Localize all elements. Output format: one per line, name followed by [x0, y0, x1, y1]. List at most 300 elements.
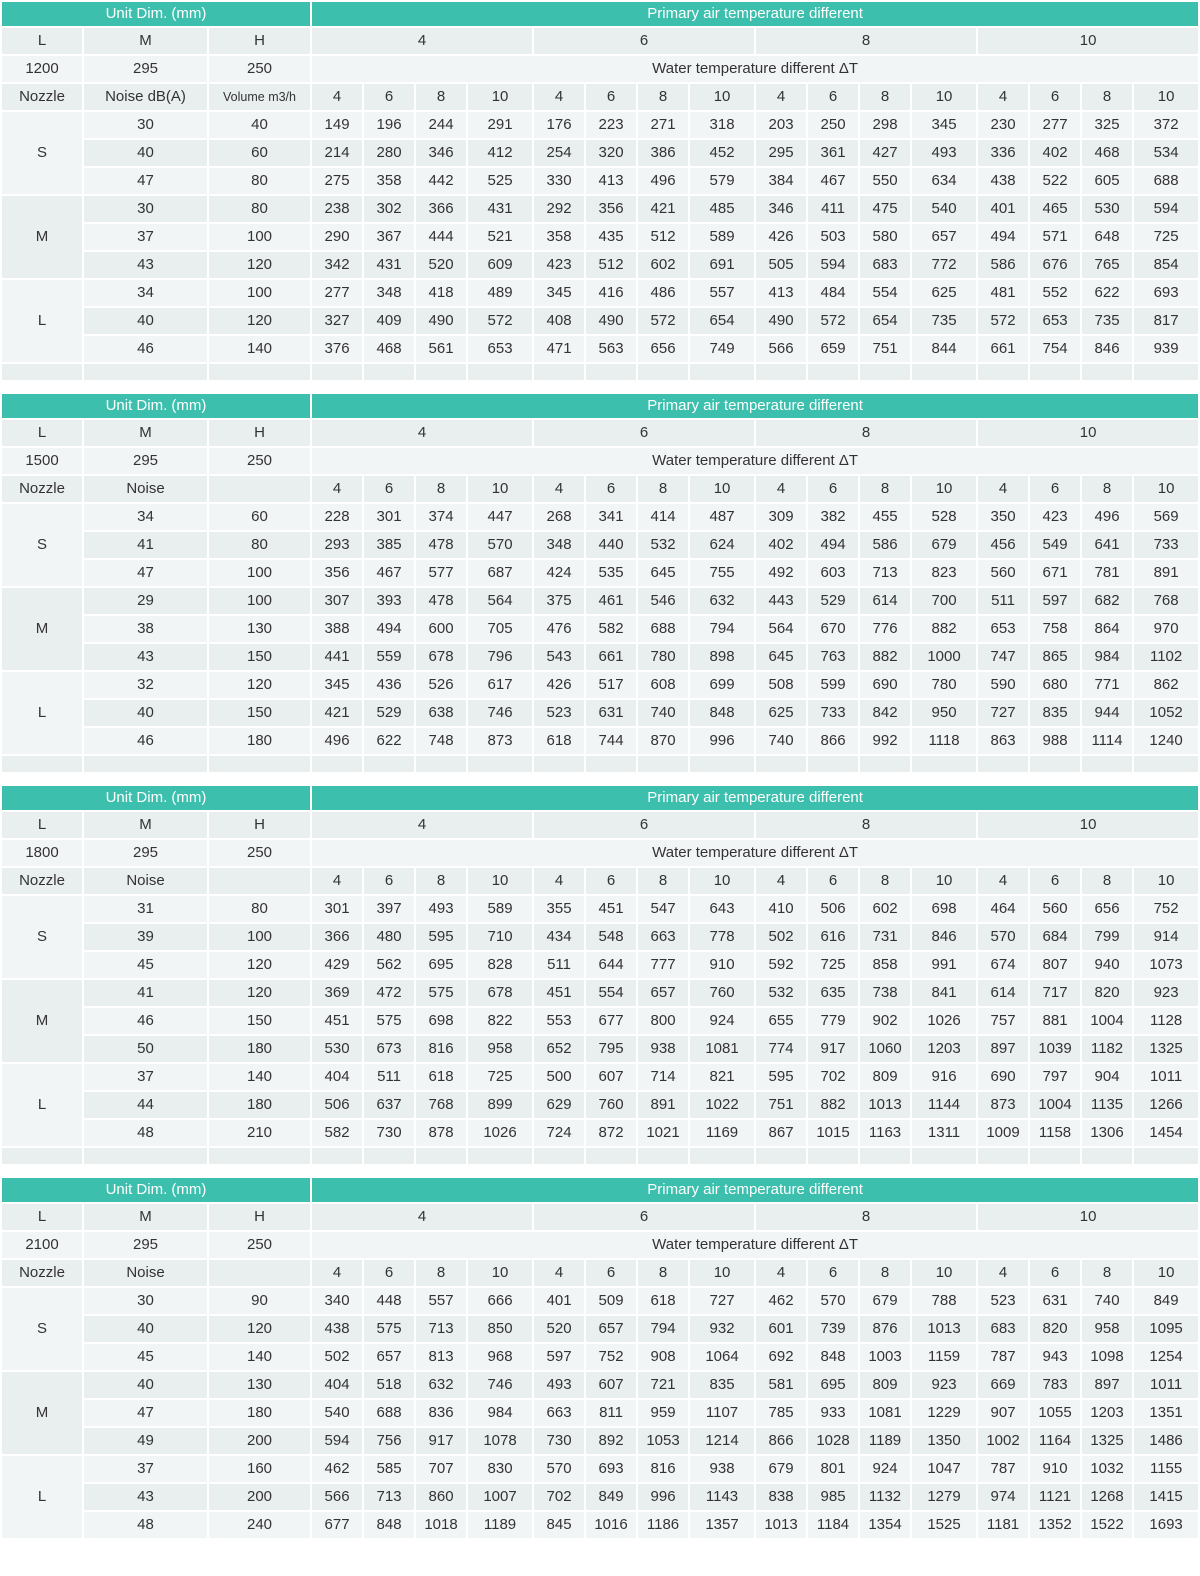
capacity-value-cell: 846	[1081, 335, 1133, 363]
spacer-cell	[311, 755, 363, 773]
capacity-value-cell: 440	[585, 531, 637, 559]
water-temp-value-label: 4	[533, 1259, 585, 1287]
capacity-value-cell: 502	[755, 923, 807, 951]
noise-cell: 43	[83, 643, 208, 671]
volume-cell: 180	[208, 1399, 311, 1427]
capacity-value-cell: 384	[755, 167, 807, 195]
water-temp-value-label: 4	[977, 1259, 1029, 1287]
spacer-cell	[637, 1147, 689, 1165]
volume-cell: 180	[208, 1035, 311, 1063]
volume-cell: 120	[208, 671, 311, 699]
noise-cell: 50	[83, 1035, 208, 1063]
capacity-value-cell: 572	[977, 307, 1029, 335]
capacity-value-cell: 431	[363, 251, 415, 279]
capacity-value-cell: 860	[415, 1483, 467, 1511]
capacity-value-cell: 468	[1081, 139, 1133, 167]
capacity-value-cell: 891	[1133, 559, 1199, 587]
dim-value: 250	[208, 55, 311, 83]
capacity-value-cell: 487	[689, 503, 755, 531]
capacity-value-cell: 702	[807, 1063, 859, 1091]
capacity-value-cell: 733	[1133, 531, 1199, 559]
noise-cell: 43	[83, 251, 208, 279]
capacity-value-cell: 512	[637, 223, 689, 251]
capacity-value-cell: 801	[807, 1455, 859, 1483]
noise-cell: 47	[83, 1399, 208, 1427]
capacity-value-cell: 489	[467, 279, 533, 307]
capacity-value-cell: 586	[977, 251, 1029, 279]
capacity-value-cell: 674	[977, 951, 1029, 979]
capacity-value-cell: 480	[363, 923, 415, 951]
capacity-value-cell: 653	[1029, 307, 1081, 335]
capacity-value-cell: 496	[311, 727, 363, 755]
capacity-value-cell: 397	[363, 895, 415, 923]
capacity-value-cell: 605	[1081, 167, 1133, 195]
capacity-value-cell: 408	[533, 307, 585, 335]
capacity-value-cell: 1135	[1081, 1091, 1133, 1119]
capacity-value-cell: 301	[363, 503, 415, 531]
capacity-value-cell: 409	[363, 307, 415, 335]
dim-col-label: L	[1, 1203, 83, 1231]
water-temp-value-label: 10	[689, 867, 755, 895]
capacity-value-cell: 320	[585, 139, 637, 167]
capacity-value-cell: 581	[755, 1371, 807, 1399]
capacity-value-cell: 1350	[911, 1427, 977, 1455]
dim-value: 295	[83, 55, 208, 83]
capacity-value-cell: 490	[415, 307, 467, 335]
volume-cell: 160	[208, 1455, 311, 1483]
capacity-value-cell: 346	[415, 139, 467, 167]
capacity-value-cell: 1143	[689, 1483, 755, 1511]
noise-cell: 43	[83, 1483, 208, 1511]
dim-value: 295	[83, 447, 208, 475]
capacity-value-cell: 438	[977, 167, 1029, 195]
capacity-value-cell: 402	[755, 531, 807, 559]
noise-cell: 37	[83, 1063, 208, 1091]
spacer-cell	[533, 1147, 585, 1165]
capacity-value-cell: 461	[585, 587, 637, 615]
column-header-row	[1, 867, 1199, 895]
capacity-value-cell: 799	[1081, 923, 1133, 951]
volume-cell: 140	[208, 1343, 311, 1371]
capacity-value-cell: 452	[689, 139, 755, 167]
capacity-value-cell: 438	[311, 1315, 363, 1343]
noise-cell: 37	[83, 1455, 208, 1483]
capacity-value-cell: 772	[911, 251, 977, 279]
capacity-value-cell: 1486	[1133, 1427, 1199, 1455]
volume-cell: 130	[208, 1371, 311, 1399]
capacity-value-cell: 713	[415, 1315, 467, 1343]
capacity-value-cell: 688	[637, 615, 689, 643]
capacity-value-cell: 771	[1081, 671, 1133, 699]
nozzle-group-label: M	[1, 587, 83, 671]
capacity-value-cell: 277	[1029, 111, 1081, 139]
capacity-value-cell: 787	[977, 1455, 1029, 1483]
data-row	[1, 587, 1199, 615]
water-temp-value-label: 10	[1133, 475, 1199, 503]
data-row	[1, 1287, 1199, 1315]
volume-cell: 180	[208, 1091, 311, 1119]
water-temp-value-label: 4	[533, 867, 585, 895]
capacity-value-cell: 346	[755, 195, 807, 223]
capacity-value-cell: 307	[311, 587, 363, 615]
capacity-value-cell: 268	[533, 503, 585, 531]
capacity-value-cell: 444	[415, 223, 467, 251]
capacity-value-cell: 511	[533, 951, 585, 979]
capacity-value-cell: 1311	[911, 1119, 977, 1147]
capacity-value-cell: 700	[911, 587, 977, 615]
capacity-value-cell: 944	[1081, 699, 1133, 727]
capacity-value-cell: 423	[533, 251, 585, 279]
capacity-value-cell: 410	[755, 895, 807, 923]
nozzle-group-label: L	[1, 671, 83, 755]
capacity-value-cell: 1018	[415, 1511, 467, 1539]
capacity-value-cell: 653	[467, 335, 533, 363]
water-temp-value-label: 4	[311, 867, 363, 895]
water-temp-value-label: 4	[755, 83, 807, 111]
spacer-cell	[1081, 755, 1133, 773]
dim-value-row	[1, 447, 1199, 475]
capacity-value-cell: 1181	[977, 1511, 1029, 1539]
noise-cell: 48	[83, 1511, 208, 1539]
capacity-value-cell: 228	[311, 503, 363, 531]
capacity-value-cell: 508	[755, 671, 807, 699]
noise-cell: 46	[83, 1007, 208, 1035]
capacity-value-cell: 441	[311, 643, 363, 671]
capacity-value-cell: 625	[911, 279, 977, 307]
dim-value: 250	[208, 839, 311, 867]
capacity-value-cell: 959	[637, 1399, 689, 1427]
col-header-noise: Noise	[83, 475, 208, 503]
capacity-value-cell: 423	[1029, 503, 1081, 531]
capacity-value-cell: 678	[415, 643, 467, 671]
table-header-row	[1, 1177, 1199, 1203]
spacer-cell	[533, 363, 585, 381]
capacity-value-cell: 471	[533, 335, 585, 363]
capacity-value-cell: 557	[689, 279, 755, 307]
noise-cell: 48	[83, 1119, 208, 1147]
capacity-value-cell: 683	[977, 1315, 1029, 1343]
capacity-value-cell: 490	[755, 307, 807, 335]
capacity-value-cell: 830	[467, 1455, 533, 1483]
water-temp-value-label: 4	[977, 83, 1029, 111]
dim-col-label: H	[208, 811, 311, 839]
volume-cell: 90	[208, 1287, 311, 1315]
capacity-value-cell: 1144	[911, 1091, 977, 1119]
dim-header-row	[1, 1203, 1199, 1231]
capacity-value-cell: 385	[363, 531, 415, 559]
water-temp-value-label: 10	[467, 867, 533, 895]
capacity-value-cell: 1060	[859, 1035, 911, 1063]
capacity-value-cell: 938	[637, 1035, 689, 1063]
capacity-value-cell: 992	[859, 727, 911, 755]
air-temp-group-label: 10	[977, 811, 1199, 839]
spacer-cell	[807, 363, 859, 381]
capacity-value-cell: 1132	[859, 1483, 911, 1511]
capacity-value-cell: 778	[689, 923, 755, 951]
dim-value-row	[1, 55, 1199, 83]
capacity-value-cell: 594	[807, 251, 859, 279]
capacity-value-cell: 656	[1081, 895, 1133, 923]
capacity-value-cell: 1121	[1029, 1483, 1081, 1511]
capacity-value-cell: 1004	[1081, 1007, 1133, 1035]
capacity-value-cell: 554	[859, 279, 911, 307]
data-row	[1, 1091, 1199, 1119]
capacity-value-cell: 637	[363, 1091, 415, 1119]
data-row	[1, 923, 1199, 951]
capacity-value-cell: 302	[363, 195, 415, 223]
capacity-value-cell: 752	[1133, 895, 1199, 923]
capacity-value-cell: 996	[689, 727, 755, 755]
capacity-value-cell: 938	[689, 1455, 755, 1483]
spacer-cell	[755, 1147, 807, 1165]
data-row	[1, 251, 1199, 279]
capacity-value-cell: 1186	[637, 1511, 689, 1539]
noise-cell: 45	[83, 1343, 208, 1371]
data-row	[1, 1315, 1199, 1343]
air-temp-group-label: 10	[977, 1203, 1199, 1231]
capacity-value-cell: 595	[755, 1063, 807, 1091]
noise-cell: 46	[83, 335, 208, 363]
capacity-value-cell: 1454	[1133, 1119, 1199, 1147]
capacity-value-cell: 421	[637, 195, 689, 223]
capacity-value-cell: 864	[1081, 615, 1133, 643]
capacity-value-cell: 535	[585, 559, 637, 587]
data-row	[1, 1063, 1199, 1091]
capacity-value-cell: 760	[585, 1091, 637, 1119]
capacity-value-cell: 821	[689, 1063, 755, 1091]
capacity-value-cell: 659	[807, 335, 859, 363]
water-temp-value-label: 8	[637, 83, 689, 111]
capacity-value-cell: 655	[755, 1007, 807, 1035]
capacity-value-cell: 939	[1133, 335, 1199, 363]
volume-cell: 180	[208, 727, 311, 755]
capacity-value-cell: 1011	[1133, 1371, 1199, 1399]
capacity-value-cell: 1021	[637, 1119, 689, 1147]
col-header-nozzle: Nozzle	[1, 83, 83, 111]
noise-cell: 39	[83, 923, 208, 951]
capacity-value-cell: 916	[911, 1063, 977, 1091]
capacity-value-cell: 631	[585, 699, 637, 727]
spacer-cell	[637, 363, 689, 381]
capacity-value-cell: 695	[415, 951, 467, 979]
water-temp-header: Water temperature different ΔT	[311, 447, 1199, 475]
capacity-value-cell: 564	[467, 587, 533, 615]
capacity-value-cell: 1357	[689, 1511, 755, 1539]
capacity-value-cell: 725	[807, 951, 859, 979]
primary-air-header: Primary air temperature different	[311, 785, 1199, 811]
capacity-value-cell: 456	[977, 531, 1029, 559]
spacer-cell	[363, 1147, 415, 1165]
capacity-value-cell: 388	[311, 615, 363, 643]
capacity-value-cell: 1047	[911, 1455, 977, 1483]
dim-value-row	[1, 1231, 1199, 1259]
spacer-cell	[689, 363, 755, 381]
spacer-cell	[585, 363, 637, 381]
data-row	[1, 111, 1199, 139]
capacity-value-cell: 841	[911, 979, 977, 1007]
data-row	[1, 1119, 1199, 1147]
capacity-value-cell: 521	[467, 223, 533, 251]
capacity-value-cell: 666	[467, 1287, 533, 1315]
capacity-value-cell: 355	[533, 895, 585, 923]
water-temp-value-label: 6	[585, 1259, 637, 1287]
capacity-value-cell: 1169	[689, 1119, 755, 1147]
capacity-table-1200	[0, 0, 1200, 382]
capacity-value-cell: 369	[311, 979, 363, 1007]
col-header-noise: Noise	[83, 867, 208, 895]
water-temp-value-label: 6	[1029, 867, 1081, 895]
nozzle-group-label: S	[1, 111, 83, 195]
capacity-value-cell: 448	[363, 1287, 415, 1315]
capacity-value-cell: 486	[637, 279, 689, 307]
capacity-value-cell: 512	[585, 251, 637, 279]
data-row	[1, 1007, 1199, 1035]
capacity-value-cell: 490	[585, 307, 637, 335]
capacity-value-cell: 572	[807, 307, 859, 335]
capacity-value-cell: 330	[533, 167, 585, 195]
capacity-value-cell: 1325	[1081, 1427, 1133, 1455]
capacity-value-cell: 733	[807, 699, 859, 727]
capacity-value-cell: 230	[977, 111, 1029, 139]
capacity-value-cell: 1055	[1029, 1399, 1081, 1427]
water-temp-value-label: 10	[467, 1259, 533, 1287]
capacity-value-cell: 494	[363, 615, 415, 643]
capacity-value-cell: 472	[363, 979, 415, 1007]
capacity-value-cell: 356	[311, 559, 363, 587]
capacity-value-cell: 974	[977, 1483, 1029, 1511]
capacity-value-cell: 413	[585, 167, 637, 195]
data-row	[1, 195, 1199, 223]
capacity-value-cell: 223	[585, 111, 637, 139]
capacity-value-cell: 552	[1029, 279, 1081, 307]
dim-header-row	[1, 27, 1199, 55]
capacity-value-cell: 673	[363, 1035, 415, 1063]
capacity-value-cell: 1266	[1133, 1091, 1199, 1119]
data-row	[1, 671, 1199, 699]
capacity-value-cell: 661	[585, 643, 637, 671]
capacity-value-cell: 749	[689, 335, 755, 363]
dim-value: 1800	[1, 839, 83, 867]
capacity-value-cell: 426	[755, 223, 807, 251]
water-temp-value-label: 10	[689, 475, 755, 503]
column-header-row	[1, 475, 1199, 503]
capacity-value-cell: 375	[533, 587, 585, 615]
capacity-value-cell: 679	[911, 531, 977, 559]
capacity-value-cell: 677	[585, 1007, 637, 1035]
spacer-cell	[859, 755, 911, 773]
capacity-value-cell: 740	[1081, 1287, 1133, 1315]
capacity-value-cell: 1158	[1029, 1119, 1081, 1147]
capacity-value-cell: 594	[311, 1427, 363, 1455]
capacity-value-cell: 823	[911, 559, 977, 587]
volume-cell: 200	[208, 1483, 311, 1511]
noise-cell: 32	[83, 671, 208, 699]
capacity-value-cell: 570	[977, 923, 1029, 951]
capacity-value-cell: 641	[1081, 531, 1133, 559]
capacity-value-cell: 1415	[1133, 1483, 1199, 1511]
capacity-value-cell: 863	[977, 727, 1029, 755]
spacer-cell	[1133, 363, 1199, 381]
water-temp-value-label: 4	[755, 475, 807, 503]
capacity-value-cell: 873	[467, 727, 533, 755]
spacer-cell	[977, 755, 1029, 773]
capacity-value-cell: 781	[1081, 559, 1133, 587]
capacity-value-cell: 638	[415, 699, 467, 727]
water-temp-header: Water temperature different ΔT	[311, 1231, 1199, 1259]
water-temp-value-label: 6	[1029, 83, 1081, 111]
spacer-cell	[415, 1147, 467, 1165]
capacity-value-cell: 570	[467, 531, 533, 559]
capacity-value-cell: 984	[467, 1399, 533, 1427]
dim-col-label: H	[208, 27, 311, 55]
capacity-value-cell: 582	[311, 1119, 363, 1147]
capacity-value-cell: 858	[859, 951, 911, 979]
data-row	[1, 1455, 1199, 1483]
capacity-value-cell: 727	[689, 1287, 755, 1315]
capacity-value-cell: 661	[977, 335, 1029, 363]
capacity-value-cell: 854	[1133, 251, 1199, 279]
capacity-value-cell: 780	[911, 671, 977, 699]
capacity-value-cell: 325	[1081, 111, 1133, 139]
capacity-value-cell: 968	[467, 1343, 533, 1371]
capacity-value-cell: 721	[637, 1371, 689, 1399]
capacity-value-cell: 835	[1029, 699, 1081, 727]
water-temp-value-label: 6	[585, 83, 637, 111]
water-temp-value-label: 10	[911, 475, 977, 503]
water-temp-value-label: 6	[807, 867, 859, 895]
dim-col-label: H	[208, 1203, 311, 1231]
spacer-cell	[1, 1147, 83, 1165]
dim-col-label: L	[1, 27, 83, 55]
spacer-cell	[1081, 363, 1133, 381]
capacity-value-cell: 602	[859, 895, 911, 923]
capacity-value-cell: 882	[911, 615, 977, 643]
capacity-value-cell: 758	[1029, 615, 1081, 643]
col-header-volume	[208, 1259, 311, 1287]
capacity-value-cell: 386	[637, 139, 689, 167]
spacer-cell	[83, 363, 208, 381]
capacity-value-cell: 553	[533, 1007, 585, 1035]
noise-cell: 29	[83, 587, 208, 615]
capacity-value-cell: 342	[311, 251, 363, 279]
spacer-cell	[1133, 755, 1199, 773]
capacity-value-cell: 374	[415, 503, 467, 531]
volume-cell: 120	[208, 979, 311, 1007]
spacer-cell	[755, 755, 807, 773]
capacity-value-cell: 1028	[807, 1427, 859, 1455]
capacity-value-cell: 882	[859, 643, 911, 671]
capacity-value-cell: 943	[1029, 1343, 1081, 1371]
volume-cell: 100	[208, 223, 311, 251]
capacity-value-cell: 485	[689, 195, 755, 223]
capacity-value-cell: 478	[415, 587, 467, 615]
capacity-value-cell: 730	[363, 1119, 415, 1147]
capacity-value-cell: 345	[911, 111, 977, 139]
capacity-value-cell: 447	[467, 503, 533, 531]
capacity-value-cell: 402	[1029, 139, 1081, 167]
capacity-value-cell: 740	[637, 699, 689, 727]
nozzle-group-label: M	[1, 195, 83, 279]
capacity-value-cell: 779	[807, 1007, 859, 1035]
capacity-value-cell: 435	[585, 223, 637, 251]
dim-value: 250	[208, 1231, 311, 1259]
capacity-value-cell: 327	[311, 307, 363, 335]
capacity-value-cell: 822	[467, 1007, 533, 1035]
capacity-value-cell: 530	[311, 1035, 363, 1063]
capacity-value-cell: 867	[755, 1119, 807, 1147]
capacity-value-cell: 481	[977, 279, 1029, 307]
capacity-value-cell: 590	[977, 671, 1029, 699]
